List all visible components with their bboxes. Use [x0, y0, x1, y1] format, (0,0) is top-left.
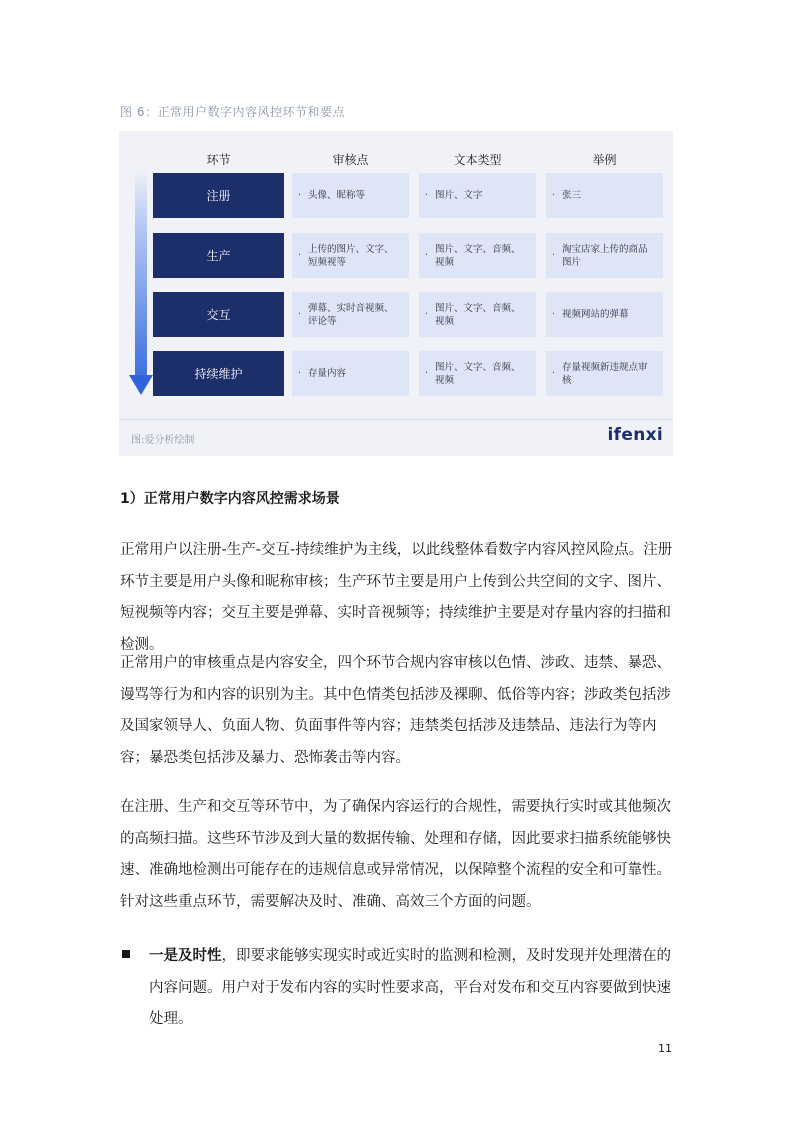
bullet-dot: ·	[552, 309, 556, 320]
figure-caption: 图 6：正常用户数字内容风控环节和要点	[120, 105, 345, 119]
section-title: 1）正常用户数字内容风控需求场景	[120, 491, 340, 507]
bullet-dot: ·	[298, 368, 302, 379]
cell-text: 弹幕、实时音视频、评论等	[308, 302, 394, 327]
paragraph-2: 正常用户的审核重点是内容安全，四个环节合规内容审核以色情、涉政、违禁、暴恐、谩骂等行为和内容的识别为主。其中色情类包括涉及裸聊、低俗等内容；涉政类包括涉及国家领导人、负面人物、负面事件等内容；违禁类包括涉及违禁品、违法行为等内容；暴恐类包括涉及暴力、恐怖袭击等内容。	[120, 655, 671, 766]
cell-text: 图片、文字、音频、视频	[435, 361, 521, 386]
cell-text: 淘宝店家上传的商品图片	[562, 243, 648, 268]
bullet-lead: 一是及时性	[149, 948, 222, 964]
stage-maintain: 持续维护	[153, 351, 284, 396]
bullet-dot: ·	[298, 250, 302, 261]
bullet-dot: ·	[425, 368, 429, 379]
cell-text: 存量内容	[308, 368, 347, 379]
bullet-dot: ·	[425, 309, 429, 320]
column-header-type: 文本类型	[453, 153, 502, 167]
figure-source: 图:爱分析绘制	[131, 435, 195, 446]
cell-text: 上传的图片、文字、短频视等	[308, 243, 394, 268]
arrow-head-icon	[129, 375, 153, 395]
cell-text: 存量视频新违规点审核	[562, 361, 648, 386]
paragraph-1: 正常用户以注册-生产-交互-持续维护为主线，以此线整体看数字内容风控风险点。注册环节主要是用户头像和昵称审核；生产环节主要是用户上传到公共空间的文字、图片、短视频等内容；交互主要是弹幕、实时音视频等；持续维护主要是对存量内容的扫描和检测。	[120, 542, 673, 653]
figure-divider	[119, 419, 673, 420]
cell-type	[419, 233, 536, 278]
bullet-dot: ·	[425, 190, 429, 201]
cell-text: 张三	[562, 190, 582, 201]
cell-example	[546, 233, 663, 278]
cell-check	[292, 292, 409, 337]
cell-text: 头像、昵称等	[308, 190, 366, 201]
cell-type	[419, 173, 536, 218]
cell-text: 图片、文字、音频、视频	[435, 302, 521, 327]
bullet-paragraph	[149, 941, 679, 1036]
bullet-dot: ·	[552, 250, 556, 261]
bullet-dot: ·	[552, 190, 556, 201]
cell-text: 图片、文字、音频、视频	[435, 243, 521, 268]
column-header-example: 举例	[592, 153, 617, 167]
cell-check	[292, 351, 409, 396]
bullet-dot: ·	[298, 190, 302, 201]
cell-check	[292, 233, 409, 278]
cell-example	[546, 173, 663, 218]
bullet-body: ，即要求能够实现实时或近实时的监测和检测，及时发现并处理潜在的内容问题。用户对于发布内容的实时性要求高，平台对发布和交互内容要做到快速处理。	[149, 948, 671, 1027]
page-number: 11	[658, 1042, 672, 1055]
cell-check	[292, 173, 409, 218]
cell-text: 图片、文字	[435, 190, 483, 201]
stage-register: 注册	[153, 173, 284, 218]
cell-example	[546, 351, 663, 396]
square-bullet-icon	[122, 950, 130, 958]
column-header-stage: 环节	[206, 153, 231, 167]
bullet-dot: ·	[552, 368, 556, 379]
stage-produce: 生产	[153, 233, 284, 278]
cell-type	[419, 292, 536, 337]
figure-panel	[119, 131, 673, 456]
flow-arrow-icon	[135, 169, 147, 379]
cell-type	[419, 351, 536, 396]
cell-example	[546, 292, 663, 337]
ifenxi-logo: ifenxi	[607, 425, 663, 445]
paragraph-3: 在注册、生产和交互等环节中，为了确保内容运行的合规性，需要执行实时或其他频次的高频扫描。这些环节涉及到大量的数据传输、处理和存储，因此要求扫描系统能够快速、准确地检测出可能存在的违规信息或异常情况，以保障整个流程的安全和可靠性。针对这些重点环节，需要解决及时、准确、高效三个方面的问题。	[120, 799, 671, 910]
column-header-check: 审核点	[332, 153, 369, 167]
bullet-dot: ·	[425, 250, 429, 261]
cell-text: 视频网站的弹幕	[562, 309, 629, 320]
stage-interact: 交互	[153, 292, 284, 337]
bullet-dot: ·	[298, 309, 302, 320]
